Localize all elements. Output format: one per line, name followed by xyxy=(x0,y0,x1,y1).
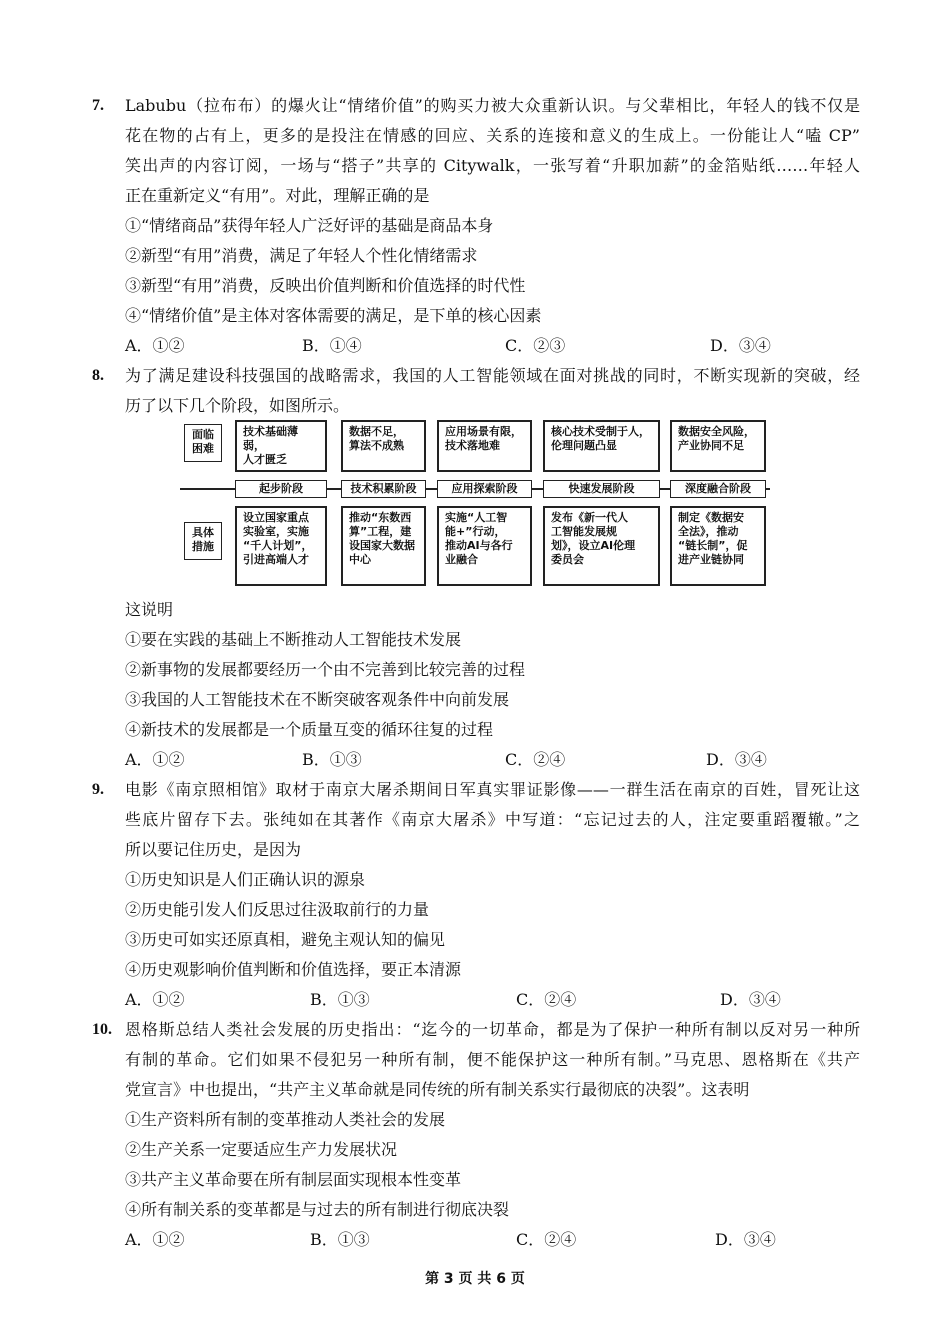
difficulty-line: 核心技术受制于人， xyxy=(551,425,650,438)
difficulty-box xyxy=(437,420,532,472)
measure-box xyxy=(670,506,766,586)
measure-line: 实验室，实施 xyxy=(243,525,309,538)
difficulty-line: 算法不成熟 xyxy=(349,439,404,452)
statement: ①生产资料所有制的变革推动人类社会的发展 xyxy=(125,1110,446,1129)
statement: ②历史能引发人们反思过往汲取前行的力量 xyxy=(125,900,430,919)
question-text-line: Labubu（拉布布）的爆火让“情绪价值”的购买力被大众重新认识。与父辈相比，年轻人的钱不仅是 xyxy=(125,96,860,115)
measure-line: 制定《数据安 xyxy=(678,511,744,524)
measure-line: 中心 xyxy=(349,553,371,566)
statement: ③新型“有用”消费，反映出价值判断和价值选择的时代性 xyxy=(125,276,526,295)
option-c[interactable]: C．②④ xyxy=(516,1230,577,1249)
row-label-line: 具体 xyxy=(192,526,214,539)
ai-stages-diagram xyxy=(180,418,770,588)
statement: ②新型“有用”消费，满足了年轻人个性化情绪需求 xyxy=(125,246,478,265)
measure-line: 引进高端人才 xyxy=(243,553,309,566)
row-label-line: 面临 xyxy=(192,428,214,441)
question-text-line: 恩格斯总结人类社会发展的历史指出：“迄今的一切革命，都是为了保护一种所有制以反对另一种所 xyxy=(125,1020,860,1039)
option-d[interactable]: D．③④ xyxy=(715,1230,776,1249)
measure-line: “千人计划”， xyxy=(243,539,313,552)
option-a[interactable]: A．①② xyxy=(125,336,185,355)
statement: ④所有制关系的变革都是与过去的所有制进行彻底决裂 xyxy=(125,1200,510,1219)
option-b[interactable]: B．①③ xyxy=(302,750,362,769)
option-c[interactable]: C．②③ xyxy=(505,336,566,355)
stage-label: 应用探索阶段 xyxy=(437,480,532,498)
option-d[interactable]: D．③④ xyxy=(720,990,781,1009)
statement: ③历史可如实还原真相，避免主观认知的偏见 xyxy=(125,930,446,949)
stage-label: 深度融合阶段 xyxy=(670,480,766,498)
difficulty-line: 人才匮乏 xyxy=(243,453,287,466)
measure-line: “链长制”，促 xyxy=(678,539,748,552)
statement: ④新技术的发展都是一个质量互变的循环往复的过程 xyxy=(125,720,494,739)
statement: ①历史知识是人们正确认识的源泉 xyxy=(125,870,366,889)
measure-line: 委员会 xyxy=(551,553,584,566)
row-label-measures xyxy=(184,522,222,560)
option-c[interactable]: C．②④ xyxy=(516,990,577,1009)
stage-label: 起步阶段 xyxy=(235,480,327,498)
row-label-difficulties xyxy=(184,424,222,462)
question-text-line: 历了以下几个阶段，如图所示。 xyxy=(125,396,350,415)
difficulty-box xyxy=(341,420,426,472)
difficulty-box xyxy=(670,420,766,472)
measure-line: 业融合 xyxy=(445,553,478,566)
difficulty-line: 数据不足， xyxy=(349,425,404,438)
measure-line: 推动“东数西 xyxy=(349,511,412,524)
statement: ③共产主义革命要在所有制层面实现根本性变革 xyxy=(125,1170,462,1189)
difficulty-box xyxy=(543,420,660,472)
question-number: 9. xyxy=(92,781,104,798)
option-d[interactable]: D．③④ xyxy=(710,336,771,355)
difficulty-line: 应用场景有限， xyxy=(445,425,522,438)
option-a[interactable]: A．①② xyxy=(125,990,185,1009)
question-number: 10. xyxy=(92,1021,112,1038)
measure-line: 进产业链协同 xyxy=(678,553,744,566)
statement: ②生产关系一定要适应生产力发展状况 xyxy=(125,1140,398,1159)
measure-line: 算”工程，建 xyxy=(349,525,412,538)
question-text-line: 为了满足建设科技强国的战略需求，我国的人工智能领域在面对挑战的同时，不断实现新的突破，经 xyxy=(125,366,860,385)
statement: ②新事物的发展都要经历一个由不完善到比较完善的过程 xyxy=(125,660,526,679)
difficulty-line: 技术落地难 xyxy=(445,439,500,452)
measure-line: 能+”行动， xyxy=(445,525,506,538)
question-number: 7. xyxy=(92,97,104,114)
row-label-line: 困难 xyxy=(192,442,214,455)
measure-line: 工智能发展规 xyxy=(551,525,617,538)
statement: ④历史观影响价值判断和价值选择，要正本清源 xyxy=(125,960,462,979)
difficulty-line: 技术基础薄弱， xyxy=(243,425,298,452)
difficulty-line: 数据安全风险， xyxy=(678,425,755,438)
measure-line: 实施“人工智 xyxy=(445,511,508,524)
measure-line: 发布《新一代人 xyxy=(551,511,628,524)
difficulty-line: 伦理问题凸显 xyxy=(551,439,617,452)
option-b[interactable]: B．①③ xyxy=(310,990,370,1009)
row-label-line: 措施 xyxy=(192,540,214,553)
question-text-line: 电影《南京照相馆》取材于南京大屠杀期间日军真实罪证影像——一群生活在南京的百姓，冒死让这 xyxy=(125,780,860,799)
question-lead: 这说明 xyxy=(125,600,174,619)
option-b[interactable]: B．①③ xyxy=(310,1230,370,1249)
difficulty-line: 产业协同不足 xyxy=(678,439,744,452)
question-text-line: 笑出声的内容订阅，一场与“搭子”共享的 Citywalk，一张写着“升职加薪”的金箔贴纸……年轻人 xyxy=(125,156,860,175)
stage-label: 技术积累阶段 xyxy=(341,480,426,498)
measure-line: 设立国家重点 xyxy=(243,511,309,524)
measure-box xyxy=(341,506,426,586)
stage-label: 快速发展阶段 xyxy=(543,480,660,498)
option-d[interactable]: D．③④ xyxy=(706,750,767,769)
question-text-line: 党宣言》中也提出，“共产主义革命就是同传统的所有制关系实行最彻底的决裂”。这表明 xyxy=(125,1080,750,1099)
statement: ④“情绪价值”是主体对客体需要的满足，是下单的核心因素 xyxy=(125,306,542,325)
question-text-line: 正在重新定义“有用”。对此，理解正确的是 xyxy=(125,186,430,205)
option-c[interactable]: C．②④ xyxy=(505,750,566,769)
difficulty-box xyxy=(235,420,327,472)
measure-line: 划》，设立AI伦理 xyxy=(551,539,636,552)
option-a[interactable]: A．①② xyxy=(125,750,185,769)
measure-box xyxy=(235,506,327,586)
measure-line: 设国家大数据 xyxy=(349,539,415,552)
question-number: 8. xyxy=(92,367,104,384)
statement: ①要在实践的基础上不断推动人工智能技术发展 xyxy=(125,630,462,649)
measure-box xyxy=(437,506,532,586)
question-text-line: 些底片留存下去。张纯如在其著作《南京大屠杀》中写道：“忘记过去的人，注定要重蹈覆辙。”之 xyxy=(125,810,860,829)
measure-line: 推动AI与各行 xyxy=(445,539,513,552)
question-text-line: 花在物的占有上，更多的是投注在情感的回应、关系的连接和意义的生成上。一份能让人“嗑 CP” xyxy=(125,126,860,145)
statement: ①“情绪商品”获得年轻人广泛好评的基础是商品本身 xyxy=(125,216,494,235)
option-a[interactable]: A．①② xyxy=(125,1230,185,1249)
question-text-line: 有制的革命。它们如果不侵犯另一种所有制，便不能保护这一种所有制。”马克思、恩格斯在《共产 xyxy=(125,1050,860,1069)
page-footer: 第 3 页 共 6 页 xyxy=(425,1271,525,1287)
measure-box xyxy=(543,506,660,586)
question-text-line: 所以要记住历史，是因为 xyxy=(125,840,302,859)
option-b[interactable]: B．①④ xyxy=(302,336,362,355)
measure-line: 全法》，推动 xyxy=(678,525,739,538)
statement: ③我国的人工智能技术在不断突破客观条件中向前发展 xyxy=(125,690,510,709)
